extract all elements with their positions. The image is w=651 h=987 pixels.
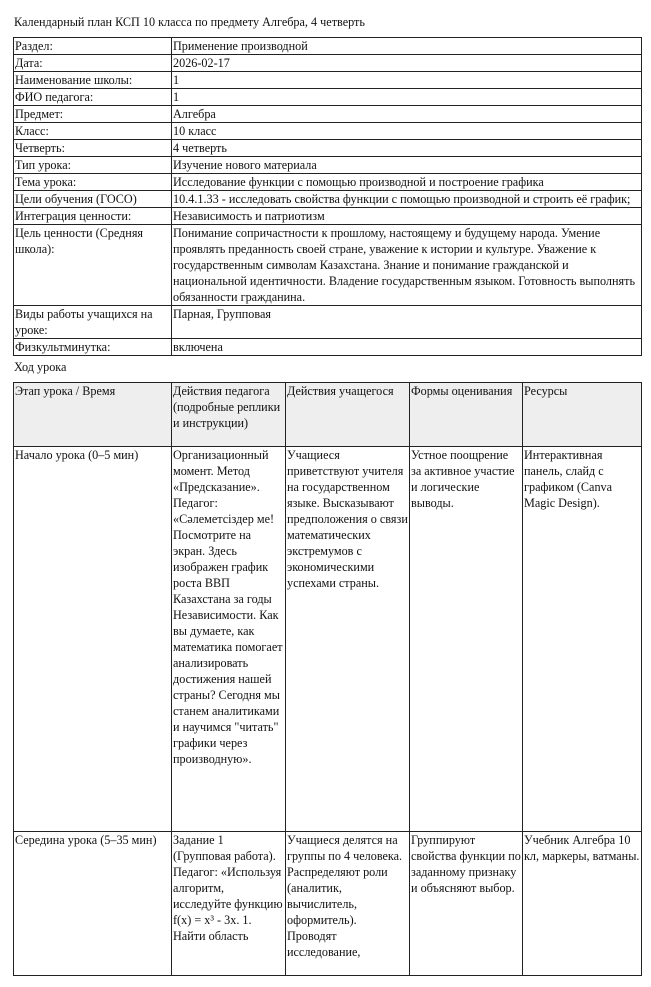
info-label: Цель ценности (Средняя школа):	[14, 225, 172, 306]
info-row	[14, 106, 642, 123]
header-stage: Этап урока / Время	[14, 383, 172, 447]
info-value: Исследование функции с помощью производной и построение графика	[172, 174, 642, 191]
info-value: 1	[172, 89, 642, 106]
student-actions-cell: Учащиеся делятся на группы по 4 человека. Распределяют роли (аналитик, вычислитель, оформитель). Проводят исследование,	[286, 832, 410, 976]
info-value: 10.4.1.33 - исследовать свойства функции с помощью производной и строить её график;	[172, 191, 642, 208]
header-teacher-actions: Действия педагога (подробные реплики и инструкции)	[172, 383, 286, 447]
stage-cell: Начало урока (0–5 мин)	[14, 447, 172, 832]
info-value: Алгебра	[172, 106, 642, 123]
lesson-row-start	[14, 447, 642, 832]
header-student-actions: Действия учащегося	[286, 383, 410, 447]
lesson-header-row	[14, 383, 642, 447]
info-value: Парная, Групповая	[172, 306, 642, 339]
info-value: 10 класс	[172, 123, 642, 140]
info-row	[14, 225, 642, 306]
info-label: Раздел:	[14, 38, 172, 55]
info-label: Тип урока:	[14, 157, 172, 174]
stage-cell: Середина урока (5–35 мин)	[14, 832, 172, 976]
info-label: Дата:	[14, 55, 172, 72]
lesson-flow-heading: Ход урока	[14, 360, 67, 374]
info-row	[14, 72, 642, 89]
info-value: включена	[172, 339, 642, 356]
info-value: 1	[172, 72, 642, 89]
info-value: Понимание сопричастности к прошлому, настоящему и будущему народа. Умение проявлять преданность своей стране, уважение к истории и культуре. Уважение к государственным символам Казахстана. Знание и понимание гражданской и национальной идентичности. Владение государственным языком. Готовность выполнять обязанности гражданина.	[172, 225, 642, 306]
lesson-row-middle	[14, 832, 642, 976]
resources-cell: Учебник Алгебра 10 кл, маркеры, ватманы.	[523, 832, 642, 976]
teacher-actions-cell: Организационный момент. Метод «Предсказание». Педагог: «Сәлеметсіздер ме! Посмотрите на экран. Здесь изображен график роста ВВП Казахстана за годы Независимости. Как вы думаете, как математика помогает анализировать достижения нашей страны? Сегодня мы станем аналитиками и научимся "читать" графики через производную».	[172, 447, 286, 832]
info-row	[14, 140, 642, 157]
info-label: Физкультминутка:	[14, 339, 172, 356]
info-label: Четверть:	[14, 140, 172, 157]
page-title: Календарный план КСП 10 класса по предмету Алгебра, 4 четверть	[14, 15, 365, 29]
info-row	[14, 306, 642, 339]
info-row	[14, 157, 642, 174]
info-label: Цели обучения (ГОСО)	[14, 191, 172, 208]
assessment-cell: Группируют свойства функции по заданному признаку и объясняют выбор.	[410, 832, 523, 976]
info-label: Наименование школы:	[14, 72, 172, 89]
student-actions-cell: Учащиеся приветствуют учителя на государственном языке. Высказывают предположения о связи математических экстремумов с экономическими успехами страны.	[286, 447, 410, 832]
assessment-cell: Устное поощрение за активное участие и логические выводы.	[410, 447, 523, 832]
info-label: Класс:	[14, 123, 172, 140]
info-row	[14, 174, 642, 191]
info-row	[14, 38, 642, 55]
info-label: Предмет:	[14, 106, 172, 123]
info-row	[14, 208, 642, 225]
info-value: Независимость и патриотизм	[172, 208, 642, 225]
info-label: Виды работы учащихся на уроке:	[14, 306, 172, 339]
info-label: ФИО педагога:	[14, 89, 172, 106]
info-value: 4 четверть	[172, 140, 642, 157]
info-value: Изучение нового материала	[172, 157, 642, 174]
info-label: Интеграция ценности:	[14, 208, 172, 225]
lesson-flow-table	[13, 382, 642, 976]
teacher-actions-cell: Задание 1 (Групповая работа). Педагог: «Используя алгоритм, исследуйте функцию f(x) = x³ - 3x. 1. Найти область	[172, 832, 286, 976]
info-row	[14, 89, 642, 106]
info-row	[14, 55, 642, 72]
info-value: 2026-02-17	[172, 55, 642, 72]
info-row	[14, 339, 642, 356]
header-resources: Ресурсы	[523, 383, 642, 447]
resources-cell: Интерактивная панель, слайд с графиком (Canva Magic Design).	[523, 447, 642, 832]
info-label: Тема урока:	[14, 174, 172, 191]
lesson-info-table	[13, 37, 642, 356]
header-assessment: Формы оценивания	[410, 383, 523, 447]
info-row	[14, 123, 642, 140]
info-row	[14, 191, 642, 208]
info-value: Применение производной	[172, 38, 642, 55]
